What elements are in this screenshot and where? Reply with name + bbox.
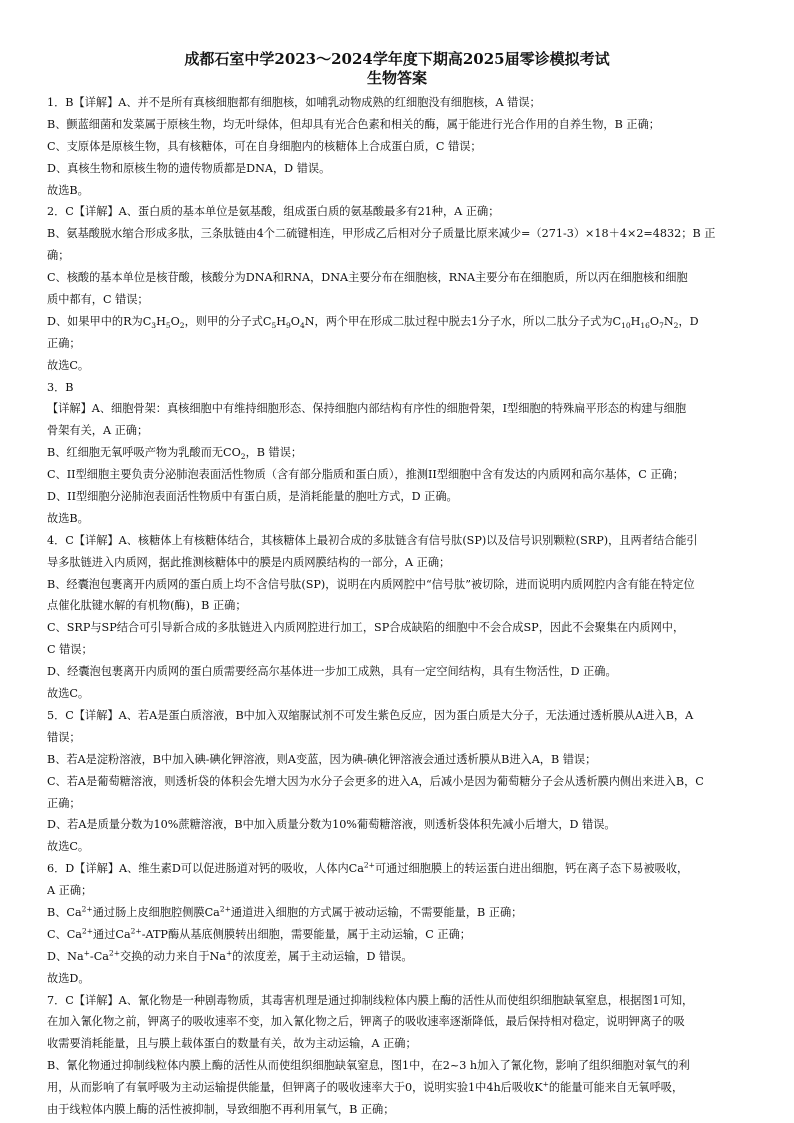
text: D、如果甲中的R为C	[47, 314, 152, 328]
q6-line-2: A 正确；	[47, 884, 93, 898]
text: 的能量可能来自无氧呼吸，	[548, 1081, 684, 1095]
q6-line-3	[47, 902, 763, 924]
answer-content	[47, 92, 763, 1121]
text: H	[156, 314, 166, 328]
q7-line-5	[47, 1077, 763, 1099]
superscript: +	[225, 948, 233, 957]
q4-line-1: 4．C【详解】A、核糖体上有核糖体结合，其核糖体上最初合成的多肽链含有信号肽(SP)以及信号识别颗粒(SRP)，且两者结合能引	[47, 533, 698, 547]
q5-conclusion: 故选C。	[47, 840, 90, 854]
subscript: 4	[299, 321, 305, 331]
q2-line-4: C、核酸的基本单位是核苷酸，核酸分为DNA和RNA，DNA主要分布在细胞核，RNA主要分布在细胞质，所以丙在细胞核和细胞	[47, 271, 688, 285]
q2-line-3: 确；	[47, 249, 70, 263]
q6-conclusion: 故选D。	[47, 971, 90, 985]
subscript: 10	[621, 321, 631, 331]
q5-line-5: 正确；	[47, 796, 81, 810]
q7-line-4: B、氰化物通过抑制线粒体内膜上酶的活性从而使组织细胞缺氧窒息，图1中，在2~3 h加入了氰化物，影响了组织细胞对氧气的利	[47, 1059, 690, 1073]
q5-line-1: 5．C【详解】A、若A是蛋白质溶液，B中加入双缩脲试剂不可发生紫色反应，因为蛋白质是大分子，无法通过透析膜从A进入B，A	[47, 708, 694, 722]
subscript: 9	[285, 321, 291, 331]
q4-line-4: 点催化肽键水解的有机物(酶)，B 正确；	[47, 599, 247, 613]
q4-conclusion: 故选C。	[47, 687, 90, 701]
exam-subtitle: 生物答案	[366, 69, 427, 87]
q2-line-7: 正确；	[47, 336, 81, 350]
superscript: +	[542, 1079, 549, 1089]
q6-line-5	[47, 946, 763, 968]
text: 的浓度差，属于主动运输，D 错误。	[232, 949, 413, 963]
superscript: 2+	[81, 904, 93, 914]
q3-line-3: 骨架有关，A 正确；	[47, 424, 149, 438]
subscript: 7	[659, 321, 664, 331]
text: ，则甲的分子式C	[184, 314, 272, 328]
q7-line-6: 由于线粒体内膜上酶的活性被抑制，导致细胞不再利用氧气，B 正确；	[47, 1102, 395, 1116]
q1-conclusion: 故选B。	[47, 183, 89, 197]
q2-conclusion: 故选C。	[47, 358, 90, 372]
text: N	[663, 314, 674, 328]
text: D、Na	[47, 949, 84, 963]
subscript: 2	[673, 321, 679, 331]
q2-line-1: 2．C【详解】A、蛋白质的基本单位是氨基酸，组成蛋白质的氨基酸最多有21种，A 正确；	[47, 205, 500, 219]
q2-line-6	[47, 311, 763, 333]
text: H	[630, 314, 641, 328]
q2-line-5: 质中都有，C 错误；	[47, 293, 149, 307]
superscript: 2+	[219, 904, 231, 914]
subscript: 3	[151, 321, 157, 331]
subscript: 2	[179, 321, 185, 331]
text: O	[290, 314, 300, 328]
text: 交换的动力来自于Na	[120, 949, 226, 963]
text: -Ca	[89, 949, 109, 963]
q2-line-2: B、氨基酸脱水缩合形成多肽，三条肽链由4个二硫键相连，甲形成乙后相对分子质量比原来减少=（271-3）×18＋4×2=4832；B 正	[47, 227, 716, 241]
text: 6．D【详解】A、维生素D可以促进肠道对钙的吸收，人体内Ca	[47, 862, 364, 876]
text: 通过肠上皮细胞腔侧膜Ca	[92, 905, 220, 919]
q7-line-2: 在加入氰化物之前，钾离子的吸收速率不变，加入氰化物之后，钾离子的吸收速率逐渐降低，最后保持相对稳定，说明钾离子的吸	[47, 1015, 685, 1029]
text: 用，从而影响了有氧呼吸为主动运输提供能量，但钾离子的吸收速率大于0，说明实验1中4h后吸收K	[47, 1081, 543, 1095]
q7-line-1: 7．C【详解】A、氰化物是一种剧毒物质，其毒害机理是通过抑制线粒体内膜上酶的活性从而使组织细胞缺氧窒息，根据图1可知，	[47, 993, 694, 1007]
exam-title: 成都石室中学2023～2024学年度下期高2025届零诊模拟考试	[184, 50, 610, 68]
text: 可通过细胞膜上的转运蛋白进出细胞，钙在离子态下易被吸收，	[374, 862, 689, 876]
text: H	[276, 314, 286, 328]
text: -ATP酶从基底侧膜转出细胞，需要能量，属于主动运输，C 正确；	[141, 927, 471, 941]
text: ，B 错误；	[245, 446, 303, 460]
superscript: 2+	[81, 926, 94, 936]
q3-line-6: D、II型细胞分泌肺泡表面活性物质中有蛋白质，是消耗能量的胞吐方式，D 正确。	[47, 490, 458, 504]
q3-line-4	[47, 442, 763, 464]
q6-line-1	[47, 858, 763, 880]
text: B、红细胞无氧呼吸产物为乳酸而无CO	[47, 446, 241, 460]
q3-line-5: C、II型细胞主要负责分泌肺泡表面活性物质（含有部分脂质和蛋白质），推测II型细胞中含有发达的内质网和高尔基体，C 正确；	[47, 468, 684, 482]
superscript: 2+	[363, 860, 375, 870]
subscript: 2	[240, 452, 246, 462]
q1-line-4: D、真核生物和原核生物的遗传物质都是DNA，D 错误。	[47, 161, 331, 175]
superscript: 2+	[108, 948, 120, 957]
title-block	[0, 50, 794, 88]
q4-line-6: C 错误；	[47, 643, 93, 657]
q4-line-2: 导多肽链进入内质网，据此推测核糖体中的膜是内质网膜结构的一部分，A 正确；	[47, 555, 451, 569]
subscript: 5	[271, 321, 277, 331]
text: O	[649, 314, 660, 328]
text: 通过Ca	[93, 927, 131, 941]
text: ，D	[678, 314, 699, 328]
q3-conclusion: 故选B。	[47, 511, 89, 525]
q5-line-2: 错误；	[47, 730, 81, 744]
text: 通道进入细胞的方式属于被动运输，不需要能量，B 正确；	[230, 905, 523, 919]
text: O	[170, 314, 180, 328]
q5-line-3: B、若A是淀粉溶液，B中加入碘-碘化钾溶液，则A变蓝，因为碘-碘化钾溶液会通过透析膜从B进入A，B 错误；	[47, 752, 597, 766]
q1-line-3: C、支原体是原核生物，具有核糖体，可在自身细胞内的核糖体上合成蛋白质，C 错误；	[47, 139, 482, 153]
q4-line-7: D、经囊泡包裹离开内质网的蛋白质需要经高尔基体进一步加工成熟，具有一定空间结构，具有生物活性，D 正确。	[47, 665, 617, 679]
q6-line-4	[47, 924, 763, 946]
q1-line-2: B、颤蓝细菌和发菜属于原核生物，均无叶绿体，但却具有光合色素和相关的酶，属于能进行光合作用的自养生物，B 正确；	[47, 117, 660, 131]
q3-line-2: 【详解】A、细胞骨架：真核细胞中有维持细胞形态、保持细胞内部结构有序性的细胞骨架，I型细胞的特殊扁平形态的构建与细胞	[47, 402, 687, 416]
q7-line-3: 收需要消耗能量，且与膜上载体蛋白的数量有关，故为主动运输，A 正确；	[47, 1037, 417, 1051]
subscript: 5	[165, 321, 171, 331]
q5-line-4: C、若A是葡萄糖溶液，则透析袋的体积会先增大因为水分子会更多的进入A，后减小是因为葡萄糖分子会从透析膜内侧出来进入B，C	[47, 774, 704, 788]
q3-answer: 3．B	[47, 380, 74, 394]
q4-line-5: C、SRP与SP结合可引导新合成的多肽链进入内质网腔进行加工，SP合成缺陷的细胞中不会合成SP，因此不会聚集在内质网中，	[47, 621, 685, 635]
subscript: 16	[640, 321, 650, 331]
q5-line-6: D、若A是质量分数为10%蔗糖溶液，B中加入质量分数为10%葡萄糖溶液，则透析袋体积先减小后增大，D 错误。	[47, 818, 616, 832]
text: B、Ca	[47, 905, 82, 919]
superscript: +	[83, 948, 90, 957]
superscript: 2+	[130, 926, 142, 936]
q4-line-3: B、经囊泡包裹离开内质网的蛋白质上均不含信号肽(SP)，说明在内质网腔中“信号肽”被切除，进而说明内质网腔内含有能在特定位	[47, 577, 695, 591]
text: C、Ca	[47, 927, 82, 941]
text: N，两个甲在形成二肽过程中脱去1分子水，所以二肽分子式为C	[304, 314, 622, 328]
q1-line-1: 1．B【详解】A、并不是所有真核细胞都有细胞核，如哺乳动物成熟的红细胞没有细胞核，A 错误；	[47, 96, 541, 109]
